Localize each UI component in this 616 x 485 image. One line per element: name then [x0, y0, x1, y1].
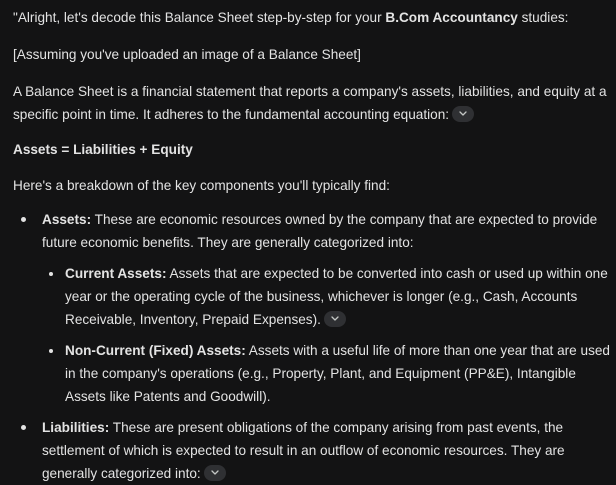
list-item-liabilities — [13, 416, 610, 485]
noncurrent-assets-term: Non-Current (Fixed) Assets: — [65, 343, 246, 358]
current-assets-text: Assets that are expected to be converted into cash or used up within one year or the operating cycle of the business, whichever is longer (e.g., Cash, Accounts Receivable, Inventory, Prepaid Expenses). — [65, 266, 608, 327]
chevron-down-icon — [459, 111, 467, 116]
noncurrent-assets-text: Assets with a useful life of more than one year that are used in the company's operations (e.g., Property, Plant, and Equipment (PP&E), Intangible Assets like Patents and Goodwill). — [65, 343, 610, 404]
definition-text: A Balance Sheet is a financial statement that reports a company's assets, liabilities, and equity at a specific point in time. It adheres to the fundamental accounting equation: — [13, 84, 607, 122]
intro-tail: studies: — [517, 10, 569, 25]
list-item-current-assets — [42, 262, 610, 331]
chevron-down-icon — [211, 470, 219, 475]
expand-chip[interactable] — [204, 465, 226, 481]
assumption-paragraph: [Assuming you've uploaded an image of a Balance Sheet] — [13, 47, 361, 62]
liabilities-term: Liabilities: — [42, 420, 110, 435]
equation-text: Assets = Liabilities + Equity — [13, 142, 193, 157]
list-item-noncurrent-assets — [42, 339, 610, 408]
expand-chip[interactable] — [452, 106, 474, 122]
equation-heading — [13, 138, 610, 161]
liabilities-text: These are present obligations of the company arising from past events, the settlement of which is expected to result in an outflow of economic resources. They are generally categorized into: — [42, 420, 565, 481]
list-item-assets — [13, 208, 610, 408]
components-list — [13, 208, 610, 485]
expand-chip[interactable] — [324, 311, 346, 327]
assets-sublist — [42, 262, 610, 408]
intro-lead: "Alright, let's decode this Balance Sheet step-by-step for your — [13, 10, 386, 25]
breakdown-intro: Here's a breakdown of the key components you'll typically find: — [13, 178, 390, 193]
chevron-down-icon — [331, 316, 339, 321]
current-assets-term: Current Assets: — [65, 266, 167, 281]
definition-paragraph — [13, 80, 610, 126]
intro-paragraph — [13, 0, 610, 29]
assets-term: Assets: — [42, 212, 92, 227]
assets-text: These are economic resources owned by the company that are expected to provide future economic benefits. They are generally categorized into: — [42, 212, 598, 250]
intro-bold-course: B.Com Accountancy — [385, 10, 518, 25]
